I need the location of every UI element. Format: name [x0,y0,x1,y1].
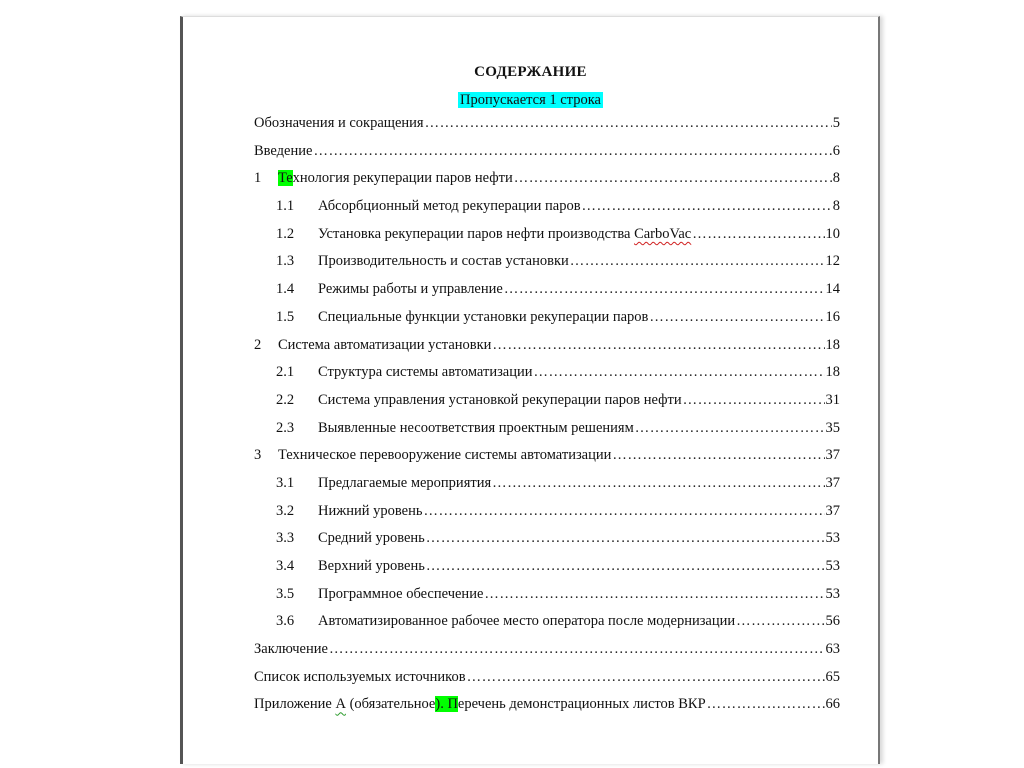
toc-entry-page: 63 [825,641,840,658]
toc-leader-dots [423,503,824,520]
toc-entry-page: 37 [825,447,840,464]
toc-leader-dots [504,281,825,298]
toc-entry-page: 35 [825,419,840,436]
toc-entry-page: 66 [825,696,840,713]
toc-entry-page: 53 [825,558,840,574]
toc-leader-dots [313,143,831,160]
toc-entry-number: 3.6 [276,613,295,630]
document-page [180,16,880,764]
toc-entry-label: Специальные функции установки рекуперации паров [318,308,649,325]
toc-entry[interactable] [254,530,840,558]
toc-entry[interactable] [254,641,840,669]
toc-entry-label: Введение [254,142,313,159]
toc-entry-label: Предлагаемые мероприятия [318,474,492,491]
toc-entry[interactable] [254,696,840,724]
toc-entry[interactable] [254,143,840,171]
toc-entry-page: 53 [825,530,840,547]
toc-entry-label: Верхний уровень [318,558,425,574]
toc-leader-dots [514,170,832,187]
text-highlight: ). П [435,696,458,713]
toc-entry-label: Структура системы автоматизации [318,364,533,381]
toc-entry-number: 3.2 [276,502,295,519]
toc-entry-label: Список используемых источников [254,668,466,685]
toc-leader-dots [329,641,825,658]
toc-entry[interactable] [254,558,840,586]
toc-entry[interactable] [254,170,840,198]
toc-subtitle-line [183,92,878,109]
toc-entry-label: Выявленные несоответствия проектным решениям [318,419,634,436]
toc-leader-dots [612,447,824,464]
table-of-contents [254,115,840,724]
toc-entry[interactable] [254,447,840,475]
toc-entry[interactable] [254,475,840,503]
toc-entry-number: 1.2 [276,225,295,242]
toc-entry-page: 6 [832,142,840,159]
toc-entry-number: 1.5 [276,308,295,325]
toc-entry[interactable] [254,115,840,143]
toc-entry-page: 56 [825,613,840,630]
toc-entry-number: 3.3 [276,530,295,547]
toc-entry-label: Система управления установкой рекуперации паров нефти [318,391,682,408]
toc-leader-dots [570,253,825,270]
toc-entry-label: Автоматизированное рабочее место оператора после модернизации [318,613,736,630]
toc-leader-dots [484,586,824,603]
toc-entry-number: 1.1 [276,198,295,215]
toc-entry-page: 12 [825,253,840,270]
toc-entry-label: Техническое перевооружение системы автоматизации [278,447,612,464]
toc-entry-page: 65 [825,668,840,685]
toc-entry-label [278,170,513,187]
toc-entry[interactable] [254,337,840,365]
toc-leader-dots [467,669,825,686]
toc-leader-dots [649,309,824,326]
grammar-check-word: А [335,696,346,713]
toc-leader-dots [426,530,825,547]
toc-entry-label: Нижний уровень [318,502,423,519]
toc-entry-label-text: Установка рекуперации паров нефти производства [318,225,635,242]
toc-entry-number: 1.3 [276,253,295,270]
toc-leader-dots [707,696,825,713]
toc-entry-label-text: (обязательное [345,696,436,713]
toc-entry-page: 18 [825,364,840,381]
toc-entry-page: 16 [825,308,840,325]
toc-leader-dots [683,392,825,409]
toc-leader-dots [492,337,824,354]
toc-leader-dots [736,613,824,630]
toc-entry-number: 1 [254,170,262,187]
toc-entry-page: 8 [832,170,840,187]
toc-entry-label-text: Приложение [254,696,336,713]
toc-entry-page: 37 [825,474,840,491]
toc-entry[interactable] [254,364,840,392]
toc-entry-label: Программное обеспечение [318,585,484,602]
toc-entry-label: Заключение [254,641,328,658]
toc-entry-label: Режимы работы и управление [318,281,503,298]
toc-title: СОДЕРЖАНИЕ [474,64,587,80]
toc-entry[interactable] [254,586,840,614]
toc-entry-number: 3.5 [276,585,295,602]
toc-entry-label: Производительность и состав установки [318,253,569,270]
toc-leader-dots [492,475,824,492]
toc-entry-number: 2.1 [276,364,295,381]
toc-entry-page: 53 [825,585,840,602]
toc-entry[interactable] [254,613,840,641]
toc-entry[interactable] [254,226,840,254]
toc-entry[interactable] [254,669,840,697]
toc-entry-page: 5 [832,115,840,131]
toc-entry-page: 37 [825,502,840,519]
toc-entry-page: 10 [825,225,840,242]
toc-leader-dots [635,420,825,437]
toc-entry-page: 8 [832,198,840,215]
toc-entry[interactable] [254,420,840,448]
toc-entry-label: Средний уровень [318,530,425,547]
toc-entry-number: 2.3 [276,419,295,436]
toc-entry-number: 2 [254,336,262,353]
toc-entry[interactable] [254,281,840,309]
toc-entry-label [254,696,706,713]
toc-entry[interactable] [254,309,840,337]
toc-leader-dots [692,226,824,243]
toc-entry[interactable] [254,392,840,420]
toc-entry-number: 3.4 [276,558,295,574]
toc-entry-page: 18 [825,336,840,353]
toc-entry-page: 31 [825,391,840,408]
toc-entry-label: Обозначения и сокращения [254,115,424,131]
toc-leader-dots [426,558,825,575]
toc-entry-label [318,226,691,243]
toc-leader-dots [425,115,832,132]
toc-entry-page: 14 [825,281,840,298]
toc-entry-label: Система автоматизации установки [278,336,492,353]
toc-entry-number: 3 [254,447,262,464]
spellcheck-word: CarboVac [634,225,692,242]
toc-entry[interactable] [254,503,840,531]
toc-entry-number: 2.2 [276,391,295,408]
toc-subtitle-highlight: Пропускается 1 строка [460,92,601,108]
toc-entry-label-text: еречень демонстрационных листов ВКР [457,696,706,713]
toc-entry[interactable] [254,198,840,226]
toc-entry-number: 1.4 [276,281,295,298]
toc-leader-dots [582,198,832,215]
toc-leader-dots [534,364,825,381]
toc-entry-number: 3.1 [276,474,295,491]
toc-entry[interactable] [254,253,840,281]
text-highlight: Те [278,170,293,187]
toc-entry-label: Абсорбционный метод рекуперации паров [318,198,581,215]
toc-entry-label-text: хнология рекуперации паров нефти [292,170,513,187]
